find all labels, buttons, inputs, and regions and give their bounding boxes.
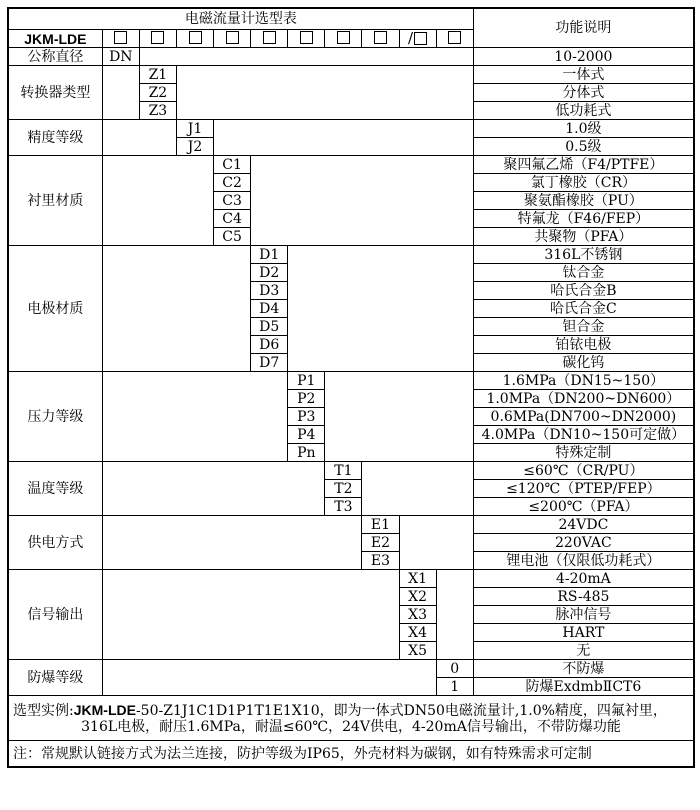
empty-cell [176,66,473,120]
example-model-code: JKM-LDE [73,701,136,718]
description-cell: 1.6MPa（DN15~150） [473,372,694,390]
description-cell: RS-485 [473,588,694,606]
empty-cell [102,516,362,570]
function-column-header: 功能说明 [473,8,694,48]
description-cell: ≤120℃（PTEP/FEP） [473,480,694,498]
table-row [8,246,694,264]
code-cell: J2 [176,138,213,156]
description-cell: 4-20mA [473,570,694,588]
description-cell: 低功耗式 [473,102,694,120]
model-code-cell-7 [325,30,362,48]
example-line-1 [9,702,693,719]
code-cell: E2 [362,534,399,552]
model-code-cell-9 [399,30,436,48]
code-cell: D2 [251,264,288,282]
description-cell: 0.6MPa(DN700~DN2000) [473,408,694,426]
empty-cell [102,372,287,462]
code-cell: P3 [288,408,325,426]
model-code-cell-8 [362,30,399,48]
table-row [8,66,694,84]
code-cell: Z1 [139,66,176,84]
code-cell: T1 [325,462,362,480]
table-row [8,516,694,534]
empty-cell [102,66,139,120]
empty-cell [399,516,473,570]
empty-cell [214,120,474,156]
code-cell: C4 [214,210,251,228]
section-label-10: 防爆等级 [8,660,102,696]
note-text: 注：常规默认链接方式为法兰连接，防护等级为IP65，外壳材料为碳钢，如有特殊需求可定制 [8,741,694,768]
code-cell: DN [102,48,139,66]
model-code-cell-3 [176,30,213,48]
code-cell: T3 [325,498,362,516]
code-cell: P2 [288,390,325,408]
code-cell: D6 [251,336,288,354]
description-cell: 共聚物（PFA） [473,228,694,246]
code-cell: T2 [325,480,362,498]
table-row [8,120,694,138]
section-label-5: 电极材质 [8,246,102,372]
title-row [8,8,694,30]
empty-cell [139,48,473,66]
checkbox-icon[interactable] [337,31,350,44]
example-cell [8,696,694,741]
table-title: 电磁流量计选型表 [8,8,473,30]
description-cell: 10-2000 [473,48,694,66]
code-cell: D3 [251,282,288,300]
description-cell: 4.0MPa（DN10~150可定做） [473,426,694,444]
example-line-2: 316L电极，耐压1.6MPa，耐温≤60℃，24V供电，4-20mA信号输出，不带防爆功能 [81,718,621,735]
code-cell: 1 [436,678,473,696]
table-row [8,372,694,390]
section-label-6: 压力等级 [8,372,102,462]
model-code-cell-6 [288,30,325,48]
description-cell: 铂铱电极 [473,336,694,354]
code-cell: E3 [362,552,399,570]
checkbox-icon[interactable] [414,32,427,45]
description-cell: 碳化钨 [473,354,694,372]
model-code-cell-10 [436,30,473,48]
description-cell: 24VDC [473,516,694,534]
slash-separator: / [408,29,414,47]
empty-cell [251,156,474,246]
description-cell: 哈氏合金B [473,282,694,300]
description-cell: 特氟龙（F46/FEP） [473,210,694,228]
description-cell: 0.5级 [473,138,694,156]
description-cell: 防爆ExdmbⅡCT6 [473,678,694,696]
description-cell: 特殊定制 [473,444,694,462]
code-cell: Z2 [139,84,176,102]
empty-cell [102,246,250,372]
selection-table [7,7,695,768]
empty-cell [325,372,473,462]
code-cell: C1 [214,156,251,174]
description-cell: ≤200℃（PFA） [473,498,694,516]
section-label-4: 衬里材质 [8,156,102,246]
checkbox-icon[interactable] [151,31,164,44]
description-cell: 分体式 [473,84,694,102]
example-description: -50-Z1J1C1D1P1T1E1X10，即为一体式DN50电磁流量计,1.0%精度，四氟衬里， [135,702,667,719]
empty-cell [102,660,436,696]
code-cell: X5 [399,642,436,660]
description-cell: 聚四氟乙烯（F4/PTFE） [473,156,694,174]
empty-cell [436,570,473,660]
description-cell: 1.0MPa（DN200~DN600） [473,390,694,408]
model-code-cell-1 [102,30,139,48]
checkbox-icon[interactable] [448,31,461,44]
note-row [8,741,694,768]
code-cell: X2 [399,588,436,606]
code-cell: X1 [399,570,436,588]
table-row [8,660,694,678]
empty-cell [102,156,213,246]
description-cell: 锂电池（仅限低功耗式） [473,552,694,570]
description-cell: HART [473,624,694,642]
table-row [8,156,694,174]
description-cell: 聚氨酯橡胶（PU） [473,192,694,210]
table-row [8,48,694,66]
checkbox-icon[interactable] [189,31,202,44]
code-cell: E1 [362,516,399,534]
checkbox-icon[interactable] [114,31,127,44]
code-cell: C2 [214,174,251,192]
code-cell: D5 [251,318,288,336]
section-label-2: 转换器类型 [8,66,102,120]
code-cell: X3 [399,606,436,624]
description-cell: 316L不锈钢 [473,246,694,264]
table-row [8,462,694,480]
code-cell: D7 [251,354,288,372]
example-prefix: 选型实例: [13,702,74,719]
description-cell: 哈氏合金C [473,300,694,318]
description-cell: 不防爆 [473,660,694,678]
description-cell: 无 [473,642,694,660]
description-cell: 钽合金 [473,318,694,336]
empty-cell [102,120,176,156]
code-cell: 0 [436,660,473,678]
code-cell: P4 [288,426,325,444]
description-cell: ≤60℃（CR/PU） [473,462,694,480]
checkbox-icon[interactable] [226,31,239,44]
code-cell: X4 [399,624,436,642]
section-label-9: 信号输出 [8,570,102,660]
empty-cell [102,570,399,660]
model-label: JKM-LDE [8,30,102,48]
code-cell: C5 [214,228,251,246]
description-cell: 1.0级 [473,120,694,138]
description-cell: 220VAC [473,534,694,552]
model-code-cell-5 [251,30,288,48]
code-cell: Z3 [139,102,176,120]
code-cell: C3 [214,192,251,210]
section-label-3: 精度等级 [8,120,102,156]
checkbox-icon[interactable] [374,31,387,44]
code-cell: D1 [251,246,288,264]
section-label-7: 温度等级 [8,462,102,516]
empty-cell [102,462,325,516]
section-label-8: 供电方式 [8,516,102,570]
description-cell: 钛合金 [473,264,694,282]
description-cell: 脉冲信号 [473,606,694,624]
model-code-cell-4 [214,30,251,48]
checkbox-icon[interactable] [263,31,276,44]
code-cell: D4 [251,300,288,318]
section-label-1: 公称直径 [8,48,102,66]
description-cell: 氯丁橡胶（CR） [473,174,694,192]
example-row [8,696,694,741]
model-code-cell-2 [139,30,176,48]
checkbox-icon[interactable] [300,31,313,44]
empty-cell [288,246,474,372]
description-cell: 一体式 [473,66,694,84]
code-cell: P1 [288,372,325,390]
empty-cell [362,462,473,516]
table-row [8,570,694,588]
code-cell: J1 [176,120,213,138]
code-cell: Pn [288,444,325,462]
